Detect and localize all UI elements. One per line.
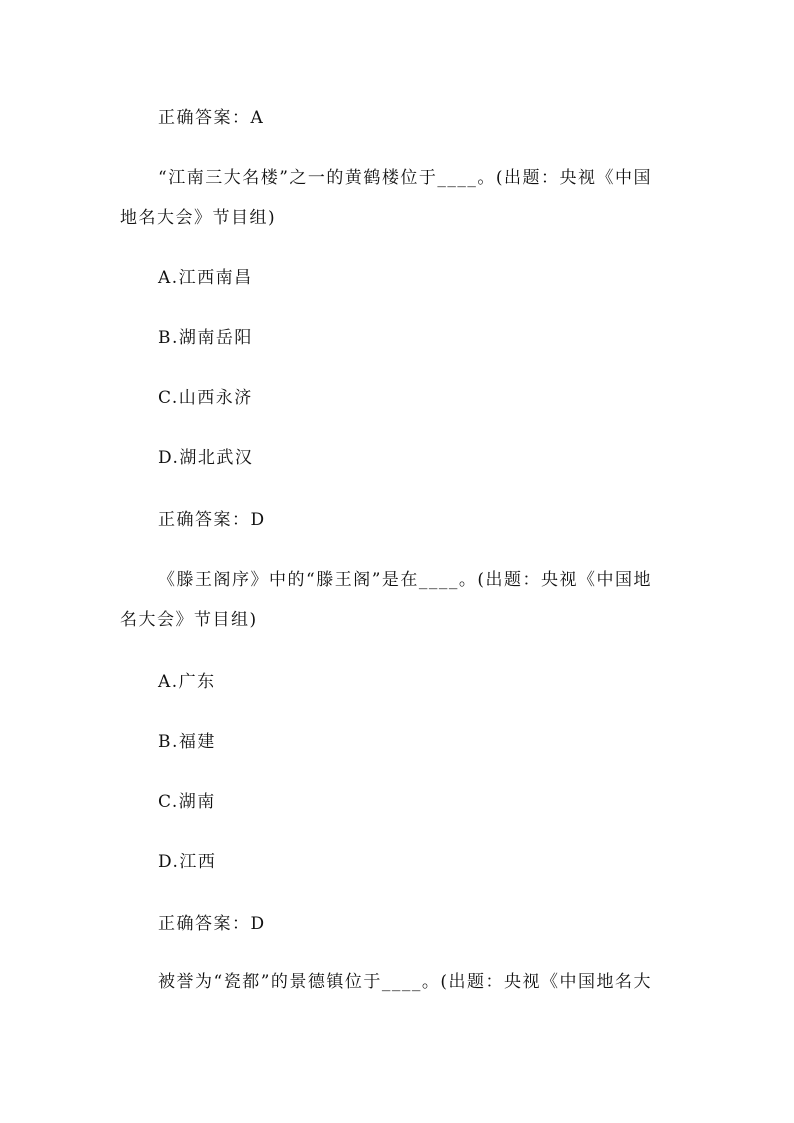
option-d: D.江西 bbox=[158, 852, 217, 872]
option-a: A.江西南昌 bbox=[158, 268, 253, 288]
question-text-continued: 名大会》节目组) bbox=[120, 610, 258, 630]
option-c: C.山西永济 bbox=[158, 388, 253, 408]
option-c: C.湖南 bbox=[158, 792, 216, 812]
option-b: B.福建 bbox=[158, 732, 216, 752]
answer-line: 正确答案：D bbox=[158, 510, 266, 530]
answer-line: 正确答案：A bbox=[158, 108, 265, 128]
question-text-continued: 地名大会》节目组) bbox=[120, 208, 277, 228]
question-text: 被誉为“瓷都”的景德镇位于____。(出题：央视《中国地名大 bbox=[158, 972, 653, 992]
answer-line: 正确答案：D bbox=[158, 914, 266, 934]
question-text: “江南三大名楼”之一的黄鹤楼位于____。(出题：央视《中国 bbox=[158, 168, 653, 188]
option-d: D.湖北武汉 bbox=[158, 448, 254, 468]
option-b: B.湖南岳阳 bbox=[158, 328, 253, 348]
option-a: A.广东 bbox=[158, 672, 216, 692]
question-text: 《滕王阁序》中的“滕王阁”是在____。(出题：央视《中国地 bbox=[158, 570, 653, 590]
